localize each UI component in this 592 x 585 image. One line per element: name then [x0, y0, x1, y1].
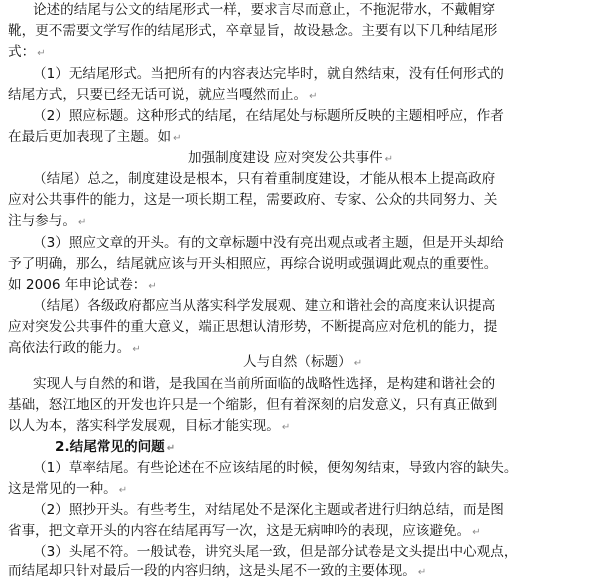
text-line: 实现人与自然的和谐，是我国在当前所面临的战略性选择，是构建和谐社会的 [33, 376, 496, 392]
paragraph-mark-icon: ↵ [472, 527, 481, 538]
paragraph-mark-icon: ↵ [132, 344, 141, 355]
text-line: 结尾方式，只要已经无话可说，就应当嘎然而止。 ↵ [8, 87, 318, 103]
text-line: 应对突发公共事件的重大意义，端正思想认清形势，不断提高应对危机的能力，提 [8, 319, 498, 335]
text-line: 应对公共事件的能力，这是一项长期工程，需要政府、专家、公众的共同努力、关 [8, 192, 498, 208]
quoted-title: 人与自然（标题） ↵ [243, 354, 363, 370]
text-line: 式： ↵ [8, 44, 46, 60]
text-line: 而结尾却只针对最后一段的内容归纳，这是头尾不一致的主要体现。 ↵ [8, 563, 427, 579]
text-line: （2）照抄开头。有些考生，对结尾处不是深化主题或者进行归纳总结，而是图 [33, 502, 504, 518]
text-line: 如 2006 年申论试卷： ↵ [8, 277, 157, 293]
text-line: 注与参与。 ↵ [8, 213, 87, 229]
text-line: （结尾）总之，制度建设是根本，只有着重制度建设，才能从根本上提高政府 [33, 171, 496, 187]
paragraph-mark-icon: ↵ [309, 91, 318, 102]
paragraph-mark-icon: ↵ [417, 567, 427, 578]
text-line: （3）头尾不符。一般试卷，讲究头尾一致，但是部分试卷是文头提出中心观点， [33, 544, 518, 560]
paragraph-mark-icon: ↵ [173, 133, 182, 144]
text-line: （结尾）各级政府都应当从落实科学发展观、建立和谐社会的高度来认识提高 [33, 298, 496, 314]
paragraph-mark-icon: ↵ [353, 358, 363, 369]
paragraph-mark-icon: ↵ [148, 281, 157, 292]
paragraph-mark-icon: ↵ [281, 422, 291, 433]
text-line: （1）无结尾形式。当把所有的内容表达完毕时，就自然结束，没有任何形式的 [33, 66, 504, 82]
text-line: 论述的结尾与公文的结尾形式一样，要求言尽而意止，不拖泥带水，不戴帽穿 [33, 2, 496, 18]
text-line: 省事，把文章开头的内容在结尾再写一次，这是无病呻吟的表现，应该避免。 ↵ [8, 523, 481, 539]
paragraph-mark-icon: ↵ [37, 48, 46, 59]
text-line: （1）草率结尾。有些论述在不应该结尾的时候，便匆匆结束，导致内容的缺失。 [33, 460, 518, 476]
text-line: （2）照应标题。这种形式的结尾，在结尾处与标题所反映的主题相呼应，作者 [33, 108, 504, 124]
text-line: 予了明确，那么，结尾就应该与开头相照应，再综合说明或强调此观点的重要性。 [8, 256, 498, 272]
text-line: 这是常见的一种。 ↵ [8, 481, 128, 497]
text-line: 以人为本，落实科学发展观，目标才能实现。 ↵ [8, 418, 291, 434]
quoted-title: 加强制度建设 应对突发公共事件 ↵ [188, 150, 394, 166]
text-line: （3）照应文章的开头。有的文章标题中没有亮出观点或者主题，但是开头却给 [33, 235, 504, 251]
paragraph-mark-icon: ↵ [118, 485, 128, 496]
paragraph-mark-icon: ↵ [166, 443, 176, 454]
paragraph-mark-icon: ↵ [384, 154, 394, 165]
text-line: 靴，更不需要文学写作的结尾形式，卒章显旨，故设悬念。主要有以下几种结尾形 [8, 23, 498, 39]
text-line: 基础，怒江地区的开发也许只是一个缩影，但有着深刻的启发意义，只有真正做到 [8, 397, 498, 413]
section-heading: 2.结尾常见的问题 ↵ [55, 439, 176, 455]
text-line: 高依法行政的能力。 ↵ [8, 340, 141, 356]
text-line: 在最后更加表现了主题。如 ↵ [8, 129, 182, 145]
paragraph-mark-icon: ↵ [77, 217, 87, 228]
